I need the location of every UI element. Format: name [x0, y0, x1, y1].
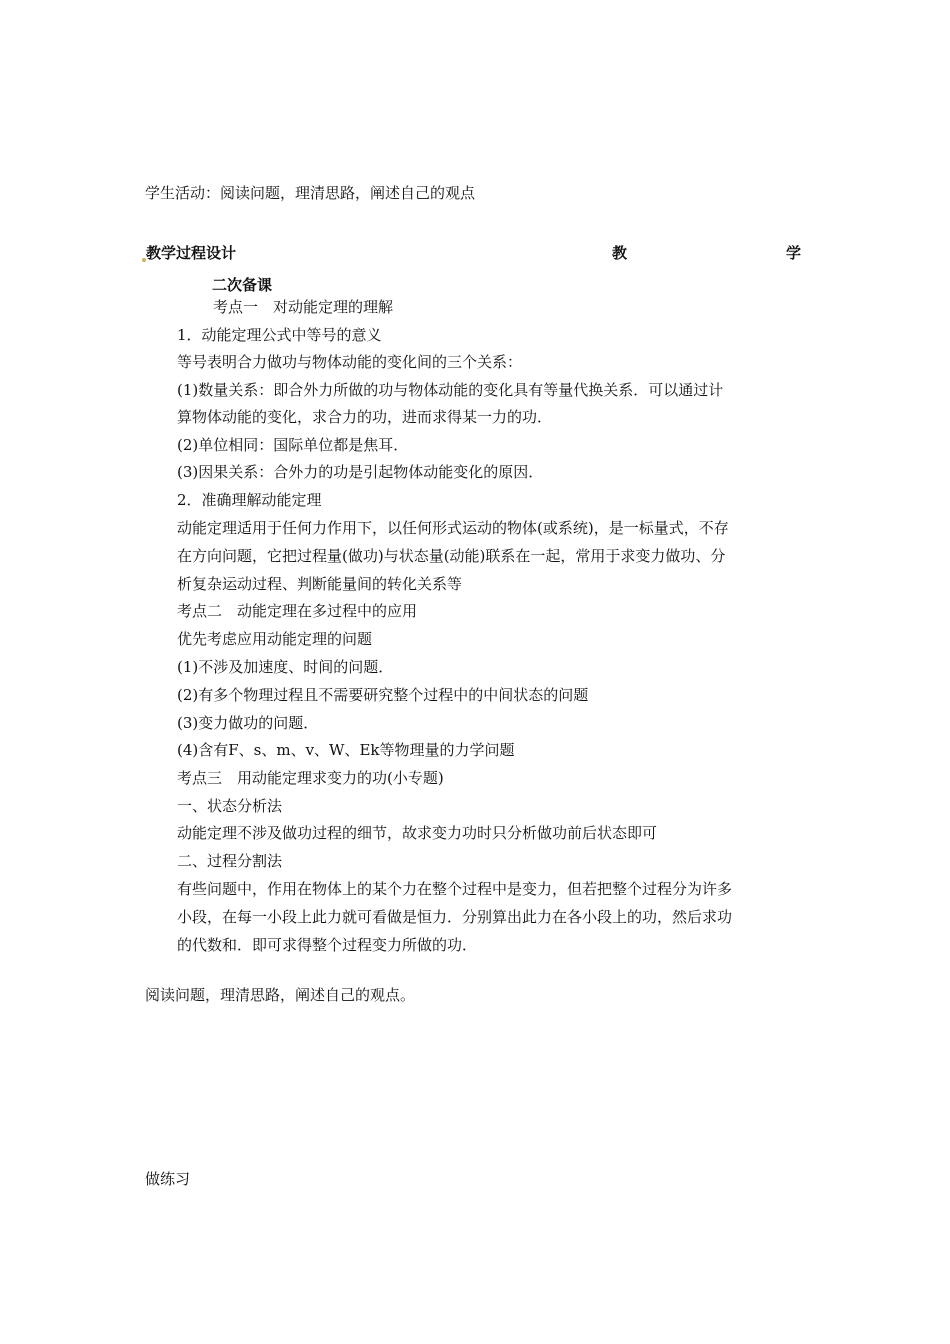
table-header-col2-char2: 学 [786, 244, 802, 262]
content-line-3: (1)数量关系：即合外力所做的功与物体动能的变化具有等量代换关系．可以通过计 [177, 381, 724, 399]
content-line-6: (3)因果关系：合外力的功是引起物体动能变化的原因． [177, 463, 544, 481]
content-line-1: 1．动能定理公式中等号的意义 [177, 326, 382, 344]
content-line-9: 在方向问题，它把过程量(做功)与状态量(动能)联系在一起，常用于求变力做功、分 [177, 547, 726, 565]
table-sub-heading: 二次备课 [212, 276, 273, 294]
content-line-2: 等号表明合力做功与物体动能的变化间的三个关系： [177, 353, 523, 371]
content-line-21: 有些问题中，作用在物体上的某个力在整个过程中是变力，但若把整个过程分为许多 [177, 880, 733, 898]
content-line-14: (2)有多个物理过程且不需要研究整个过程中的中间状态的问题 [177, 686, 589, 704]
content-line-11: 考点二 动能定理在多过程中的应用 [177, 602, 418, 620]
content-line-8: 动能定理适用于任何力作用下，以任何形式运动的物体(或系统)，是一标量式，不存 [177, 519, 729, 537]
practice-label: 做练习 [145, 1170, 191, 1188]
content-line-20: 二、过程分割法 [177, 852, 283, 870]
content-line-12: 优先考虑应用动能定理的问题 [177, 630, 373, 648]
content-line-17: 考点三 用动能定理求变力的功(小专题) [177, 769, 444, 787]
content-line-10: 析复杂运动过程、判断能量间的转化关系等 [177, 575, 463, 593]
content-line-5: (2)单位相同：国际单位都是焦耳． [177, 436, 409, 454]
table-header-col2-char1: 教 [612, 244, 628, 262]
content-line-19: 动能定理不涉及做功过程的细节，故求变力功时只分析做功前后状态即可 [177, 824, 658, 842]
content-line-15: (3)变力做功的问题． [177, 714, 319, 732]
content-line-7: 2．准确理解动能定理 [177, 491, 322, 509]
table-header-col1: 教学过程设计 [146, 244, 237, 262]
content-line-16: (4)含有F、s、m、v、W、Ek等物理量的力学问题 [177, 741, 515, 759]
student-activity-line: 学生活动：阅读问题，理清思路，阐述自己的观点 [145, 184, 476, 202]
content-line-0: 考点一 对动能定理的理解 [213, 298, 394, 316]
content-line-23: 的代数和．即可求得整个过程变力所做的功． [177, 936, 478, 954]
content-line-18: 一、状态分析法 [177, 797, 283, 815]
content-line-22: 小段，在每一小段上此力就可看做是恒力．分别算出此力在各小段上的功，然后求功 [177, 908, 733, 926]
reading-note: 阅读问题，理清思路，阐述自己的观点。 [145, 986, 416, 1004]
content-line-13: (1)不涉及加速度、时间的问题． [177, 658, 394, 676]
content-line-4: 算物体动能的变化，求合力的功，进而求得某一力的功． [177, 408, 553, 426]
